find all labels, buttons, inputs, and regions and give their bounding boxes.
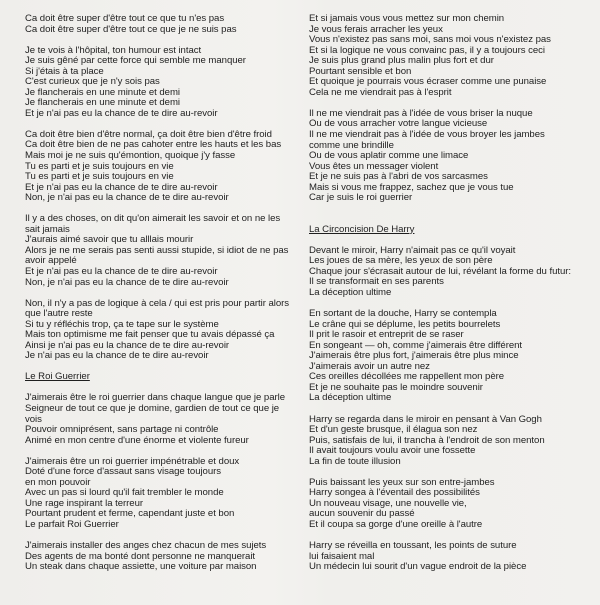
lyric-line: Vous n'existez pas sans moi, sans moi vous n'existez pas [309,34,551,46]
lyric-line: Je suis plus grand plus malin plus fort et dur [309,55,494,67]
stanza [309,246,581,299]
stanza [25,299,293,362]
lyric-line: Avec un pas si lourd qu'il fait trembler le monde [25,487,224,499]
lyric-line: Alors je ne me serais pas senti aussi stupide, si idiot de ne pas [25,244,289,256]
lyric-line: sait jamais [25,223,70,235]
section-title-le-roi-guerrier: Le Roi Guerrier [25,371,90,383]
lyric-line: Devant le miroir, Harry n'aimait pas ce qu'il voyait [309,244,516,256]
right-stanzas-a [309,14,581,204]
lyric-line: Ou de vous arracher votre langue vicieuse [309,118,488,130]
lyric-line: La déception ultime [309,392,392,404]
lyric-line: Harry se réveilla en toussant, les points de suture [309,539,517,551]
lyric-line: Je n'ai pas eu la chance de te dire au-revoir [25,350,209,362]
left-stanzas-a [25,14,293,362]
lyric-line: en mon pouvoir [25,476,91,488]
lyric-line: C'est curieux que je n'y sois pas [25,76,160,88]
lyric-line: Un médecin lui sourit d'un vague endroit de la pièce [309,561,527,573]
lyric-line: Pourtant prudent et ferme, capendant juste et bon [25,508,235,520]
stanza [25,541,293,573]
lyric-line: Les joues de sa mère, les yeux de son père [309,255,493,267]
left-stanzas-b [25,393,293,572]
lyric-line: Non, il n'y a pas de logique à cela / qui est pris pour partir alors [25,297,290,309]
lyric-line: Je flancherais en une minute et demi [25,86,180,98]
lyric-line: Harry se regarda dans le miroir en pensant à Van Gogh [309,413,542,425]
lyric-line: Harry songea à l'éventail des possibilités [309,487,480,499]
lyric-line: Il ne me viendrait pas à l'idée de vous broyer les jambes [309,128,545,140]
stanza [25,393,293,446]
lyric-line: Tu es parti et je suis toujours en vie [25,171,174,183]
left-column [25,14,293,583]
lyric-line: J'aimerais être plus fort, j'aimerais être plus mince [309,350,519,362]
lyric-line: J'aimerais être le roi guerrier dans chaque langue que je parle [25,392,285,404]
stanza [25,14,293,35]
lyric-line: J'aurais aimé savoir que tu alllais mourir [25,234,194,246]
lyric-line: Et je n'ai pas eu la chance de te dire au-revoir [25,181,218,193]
lyric-line: Il ne me viendrait pas à l'idée de vous briser la nuque [309,107,533,119]
stanza [309,541,581,573]
lyric-line: Il avait toujours voulu avoir une fossette [309,445,476,457]
section-title-la-circoncision-de-harry: La Circoncision De Harry [309,223,415,235]
lyric-line: Chaque jour s'écrasait autour de lui, révélant la forme du futur: [309,265,572,277]
lyric-line: Et je ne souhaite pas le moindre souvenir [309,381,483,393]
stanza [309,309,581,404]
lyric-line: Pouvoir omniprésent, sans partage ni contrôle [25,424,219,436]
lyric-line: Ces oreilles décollées me rappellent mon père [309,371,505,383]
lyric-line: Des agents de ma bonté dont personne ne manquerait [25,550,256,562]
lyric-line: Et je ne suis pas à l'abri de vos sarcasmes [309,171,488,183]
lyric-line: Mais ton optimisme me fait penser que tu avais dépassé ça [25,329,275,341]
lyric-line: Ca doit être bien d'être normal, ça doit être bien d'être froid [25,128,272,140]
lyric-line: Vous êtes un messager violent [309,160,439,172]
lyric-line: En sortant de la douche, Harry se contempla [309,308,497,320]
lyric-line: Un steak dans chaque assiette, une voiture par maison [25,561,257,573]
lyric-line: aucun souvenir du passé [309,508,415,520]
lyric-line: Non, je n'ai pas eu la chance de te dire au-revoir [25,192,229,204]
lyric-line: comme une brindille [309,139,394,151]
lyric-line: J'aimerais installer des anges chez chacun de mes sujets [25,539,267,551]
lyric-line: Et je n'ai pas eu la chance de te dire au-revoir [25,107,218,119]
lyric-line: Pourtant sensible et bon [309,65,412,77]
stanza [25,130,293,204]
lyric-line: Et je n'ai pas eu la chance de te dire au-revoir [25,265,218,277]
lyric-line: La déception ultime [309,287,392,299]
lyric-line: J'aimerais être un roi guerrier impénétrable et doux [25,455,240,467]
stanza [25,214,293,288]
lyric-line: Puis, satisfais de lui, il trancha à l'endroit de son menton [309,434,545,446]
lyric-line: En songeant — oh, comme j'aimerais être différent [309,339,523,351]
lyric-line: Le crâne qui se déplume, les petits bourrelets [309,318,501,330]
lyric-line: Un nouveau visage, une nouvelle vie, [309,497,467,509]
stanza [25,457,293,531]
right-stanzas-b [309,246,581,573]
lyric-line: Et si jamais vous vous mettez sur mon chemin [309,13,505,24]
lyric-line: La fin de toute illusion [309,455,401,467]
lyric-line: Le parfait Roi Guerrier [25,518,119,530]
lyric-line: Il prit le rasoir et entreprit de se raser [309,329,464,341]
lyric-line: Ca doit être super d'être tout ce que je ne suis pas [25,23,237,35]
lyric-line: avoir appelé [25,255,77,267]
lyric-line: Je suis gêné par cette force qui semble me manquer [25,55,246,67]
lyric-line: Et quoique je pourrais vous écraser comme une punaise [309,76,547,88]
lyric-line: Ainsi je n'ai pas eu la chance de te dire au-revoir [25,339,230,351]
lyric-line: Seigneur de tout ce que je domine, gardien de tout ce que je [25,402,280,414]
lyric-line: Doté d'une force d'assaut sans visage toujours [25,466,222,478]
lyric-line: Si j'étais à ta place [25,65,104,77]
lyric-line: Animé en mon centre d'une énorme et violente fureur [25,434,249,446]
stanza [309,109,581,204]
lyric-line: vois [25,413,42,425]
lyric-line: lui faisaient mal [309,550,375,562]
lyric-line: Mais si vous me frappez, sachez que je vous tue [309,181,514,193]
lyric-line: Cela ne me viendrait pas à l'esprit [309,86,452,98]
lyric-line: Il se transformait en ses parents [309,276,444,288]
stanza [309,415,581,468]
lyric-line: Mais moi je ne suis qu'émontion, quoique j'y fasse [25,150,236,162]
lyric-line: J'aimerais avoir un autre nez [309,360,430,372]
lyric-line: Je vous ferais arracher les yeux [309,23,443,35]
lyric-line: Et il coupa sa gorge d'une oreille à l'autre [309,518,483,530]
lyric-line: Tu es parti et je suis toujours en vie [25,160,174,172]
lyric-line: Il y a des choses, on dit qu'on aimerait les savoir et on ne les [25,213,281,225]
lyric-line: Je te vois à l'hôpital, ton humour est intact [25,44,202,56]
lyric-line: Une rage inspirant la terreur [25,497,143,509]
lyric-line: Je flancherais en une minute et demi [25,97,180,109]
lyric-line: Et d'un geste brusque, il élagua son nez [309,424,478,436]
lyric-line: Ca doit être bien de ne pas cahoter entre les hauts et les bas [25,139,282,151]
lyric-line: Et si la logique ne vous convainc pas, il y a toujours ceci [309,44,545,56]
lyric-line: Non, je n'ai pas eu la chance de te dire au-revoir [25,276,229,288]
right-column [309,14,581,583]
stanza [309,14,581,98]
lyric-line: Car je suis le roi guerrier [309,192,413,204]
stanza [309,478,581,531]
stanza [25,46,293,120]
lyric-line: que l'autre reste [25,308,93,320]
lyric-line: Ou de vous aplatir comme une limace [309,150,469,162]
lyric-line: Puis baissant les yeux sur son entre-jambes [309,476,495,488]
lyric-line: Ca doit être super d'être tout ce que tu n'es pas [25,13,225,24]
lyric-line: Si tu y réfléchis trop, ça te tape sur le système [25,318,219,330]
